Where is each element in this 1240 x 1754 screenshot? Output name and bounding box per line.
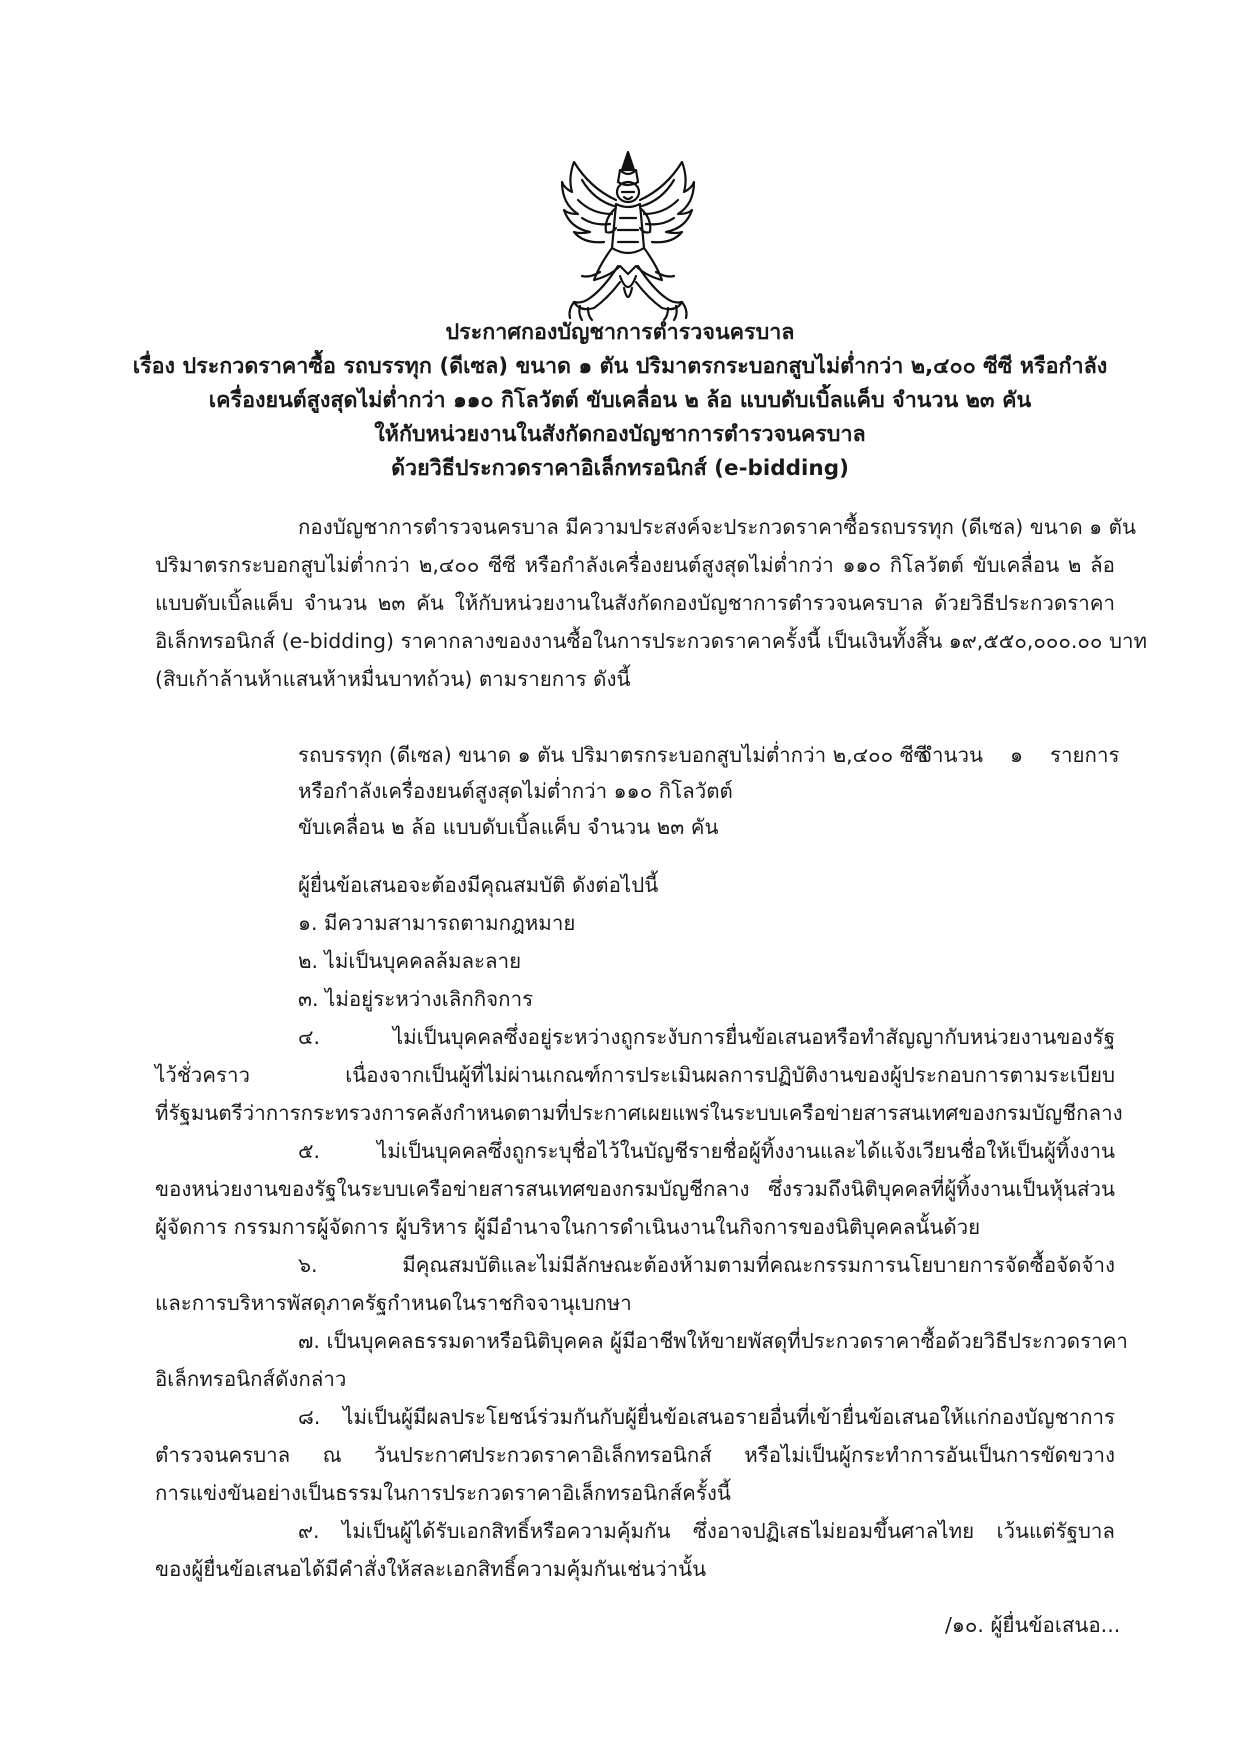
qualification-line: ของหน่วยงานของรัฐในระบบเครือข่ายสารสนเทศของกรมบัญชีกลาง ซึ่งรวมถึงนิติบุคคลที่ผู้ทิ้งงานเป็นหุ้นส่วน (155, 1177, 1115, 1201)
intro-line: กองบัญชาการตำรวจนครบาล มีความประสงค์จะประกวดราคาซื้อรถบรรทุก (ดีเซล) ขนาด ๑ ตัน (298, 515, 1136, 539)
qualification-line: ๓. ไม่อยู่ระหว่างเลิกกิจการ (298, 987, 534, 1011)
garuda-emblem-icon (560, 148, 696, 324)
qualification-line: ผู้จัดการ กรรมการผู้จัดการ ผู้บริหาร ผู้มีอำนาจในการดำเนินงานในกิจการของนิติบุคคลนั้นด้วย (155, 1215, 981, 1239)
qualifications-intro: ผู้ยื่นข้อเสนอจะต้องมีคุณสมบัติ ดังต่อไปนี้ (298, 873, 659, 897)
item-qty-label: จำนวน (920, 743, 984, 767)
continuation-note: /๑๐. ผู้ยื่นข้อเสนอ... (945, 1613, 1121, 1637)
item-line: รถบรรทุก (ดีเซล) ขนาด ๑ ตัน ปริมาตรกระบอกสูบไม่ต่ำกว่า ๒,๔๐๐ ซีซี (298, 743, 928, 767)
heading-subject-line-2: เครื่องยนต์สูงสุดไม่ต่ำกว่า ๑๑๐ กิโลวัตต์ ขับเคลื่อน ๒ ล้อ แบบดับเบิ้ลแค็บ จำนวน ๒๓ คัน (208, 388, 1032, 413)
heading-subject-line-4: ด้วยวิธีประกวดราคาอิเล็กทรอนิกส์ (e-bidding) (391, 456, 849, 481)
qualification-line: ของผู้ยื่นข้อเสนอได้มีคำสั่งให้สละเอกสิทธิ์ความคุ้มกันเช่นว่านั้น (155, 1557, 707, 1581)
intro-line: (สิบเก้าล้านห้าแสนห้าหมื่นบาทถ้วน) ตามรายการ ดังนี้ (155, 667, 631, 691)
item-qty-unit: รายการ (1050, 743, 1120, 767)
item-qty-value: ๑ (1010, 743, 1024, 767)
qualification-line: ๑. มีความสามารถตามกฎหมาย (298, 911, 576, 935)
heading-subject-line-1: เรื่อง ประกวดราคาซื้อ รถบรรทุก (ดีเซล) ขนาด ๑ ตัน ปริมาตรกระบอกสูบไม่ต่ำกว่า ๒,๔๐๐ ซีซี หรือกำลัง (132, 354, 1108, 379)
item-line: ขับเคลื่อน ๒ ล้อ แบบดับเบิ้ลแค็บ จำนวน ๒๓ คัน (298, 815, 719, 839)
qualification-line: ๘. ไม่เป็นผู้มีผลประโยชน์ร่วมกันกับผู้ยื่นข้อเสนอรายอื่นที่เข้ายื่นข้อเสนอให้แก่กองบัญชาการ (298, 1405, 1115, 1429)
qualification-line: ๗. เป็นบุคคลธรรมดาหรือนิติบุคคล ผู้มีอาชีพให้ขายพัสดุที่ประกวดราคาซื้อด้วยวิธีประกวดราคา (298, 1329, 1128, 1353)
qualification-line: อิเล็กทรอนิกส์ดังกล่าว (155, 1367, 347, 1391)
heading-subject-line-3: ให้กับหน่วยงานในสังกัดกองบัญชาการตำรวจนครบาล (374, 422, 866, 447)
intro-line: ปริมาตรกระบอกสูบไม่ต่ำกว่า ๒,๔๐๐ ซีซี หรือกำลังเครื่องยนต์สูงสุดไม่ต่ำกว่า ๑๑๐ กิโลวัตต์ ขับเคลื่อน ๒ ล้อ (155, 553, 1115, 577)
qualification-line: ๖. มีคุณสมบัติและไม่มีลักษณะต้องห้ามตามที่คณะกรรมการนโยบายการจัดซื้อจัดจ้าง (298, 1253, 1115, 1277)
qualification-line: การแข่งขันอย่างเป็นธรรมในการประกวดราคาอิเล็กทรอนิกส์ครั้งนี้ (155, 1481, 731, 1505)
qualification-line: ๒. ไม่เป็นบุคคลล้มละลาย (298, 949, 522, 973)
qualification-line: และการบริหารพัสดุภาครัฐกำหนดในราชกิจจานุเบกษา (155, 1291, 632, 1315)
intro-line: แบบดับเบิ้ลแค็บ จำนวน ๒๓ คัน ให้กับหน่วยงานในสังกัดกองบัญชาการตำรวจนครบาล ด้วยวิธีประกวดราคา (155, 591, 1115, 615)
qualification-line: ที่รัฐมนตรีว่าการกระทรวงการคลังกำหนดตามที่ประกาศเผยแพร่ในระบบเครือข่ายสารสนเทศของกรมบัญชีกลาง (155, 1101, 1123, 1125)
qualification-line: ๕. ไม่เป็นบุคคลซึ่งถูกระบุชื่อไว้ในบัญชีรายชื่อผู้ทิ้งงานและได้แจ้งเวียนชื่อให้เป็นผู้ทิ้งงาน (298, 1139, 1115, 1163)
qualification-line: ๙. ไม่เป็นผู้ได้รับเอกสิทธิ์หรือความคุ้มกัน ซึ่งอาจปฏิเสธไม่ยอมขึ้นศาลไทย เว้นแต่รัฐบาล (298, 1519, 1115, 1543)
intro-line: อิเล็กทรอนิกส์ (e-bidding) ราคากลางของงานซื้อในการประกวดราคาครั้งนี้ เป็นเงินทั้งสิ้น ๑๙,๕๕๐,๐๐๐.๐๐ บาท (155, 629, 1147, 653)
qualification-line: ๔. ไม่เป็นบุคคลซึ่งอยู่ระหว่างถูกระงับการยื่นข้อเสนอหรือทำสัญญากับหน่วยงานของรัฐ (298, 1025, 1115, 1049)
qualification-line: ตำรวจนครบาล ณ วันประกาศประกวดราคาอิเล็กทรอนิกส์ หรือไม่เป็นผู้กระทำการอันเป็นการขัดขวาง (155, 1443, 1115, 1467)
qualification-line: ไว้ชั่วคราว เนื่องจากเป็นผู้ที่ไม่ผ่านเกณฑ์การประเมินผลการปฏิบัติงานของผู้ประกอบการตามระเบียบ (155, 1063, 1115, 1087)
heading-title: ประกาศกองบัญชาการตำรวจนครบาล (445, 320, 795, 345)
item-line: หรือกำลังเครื่องยนต์สูงสุดไม่ต่ำกว่า ๑๑๐ กิโลวัตต์ (298, 779, 733, 803)
